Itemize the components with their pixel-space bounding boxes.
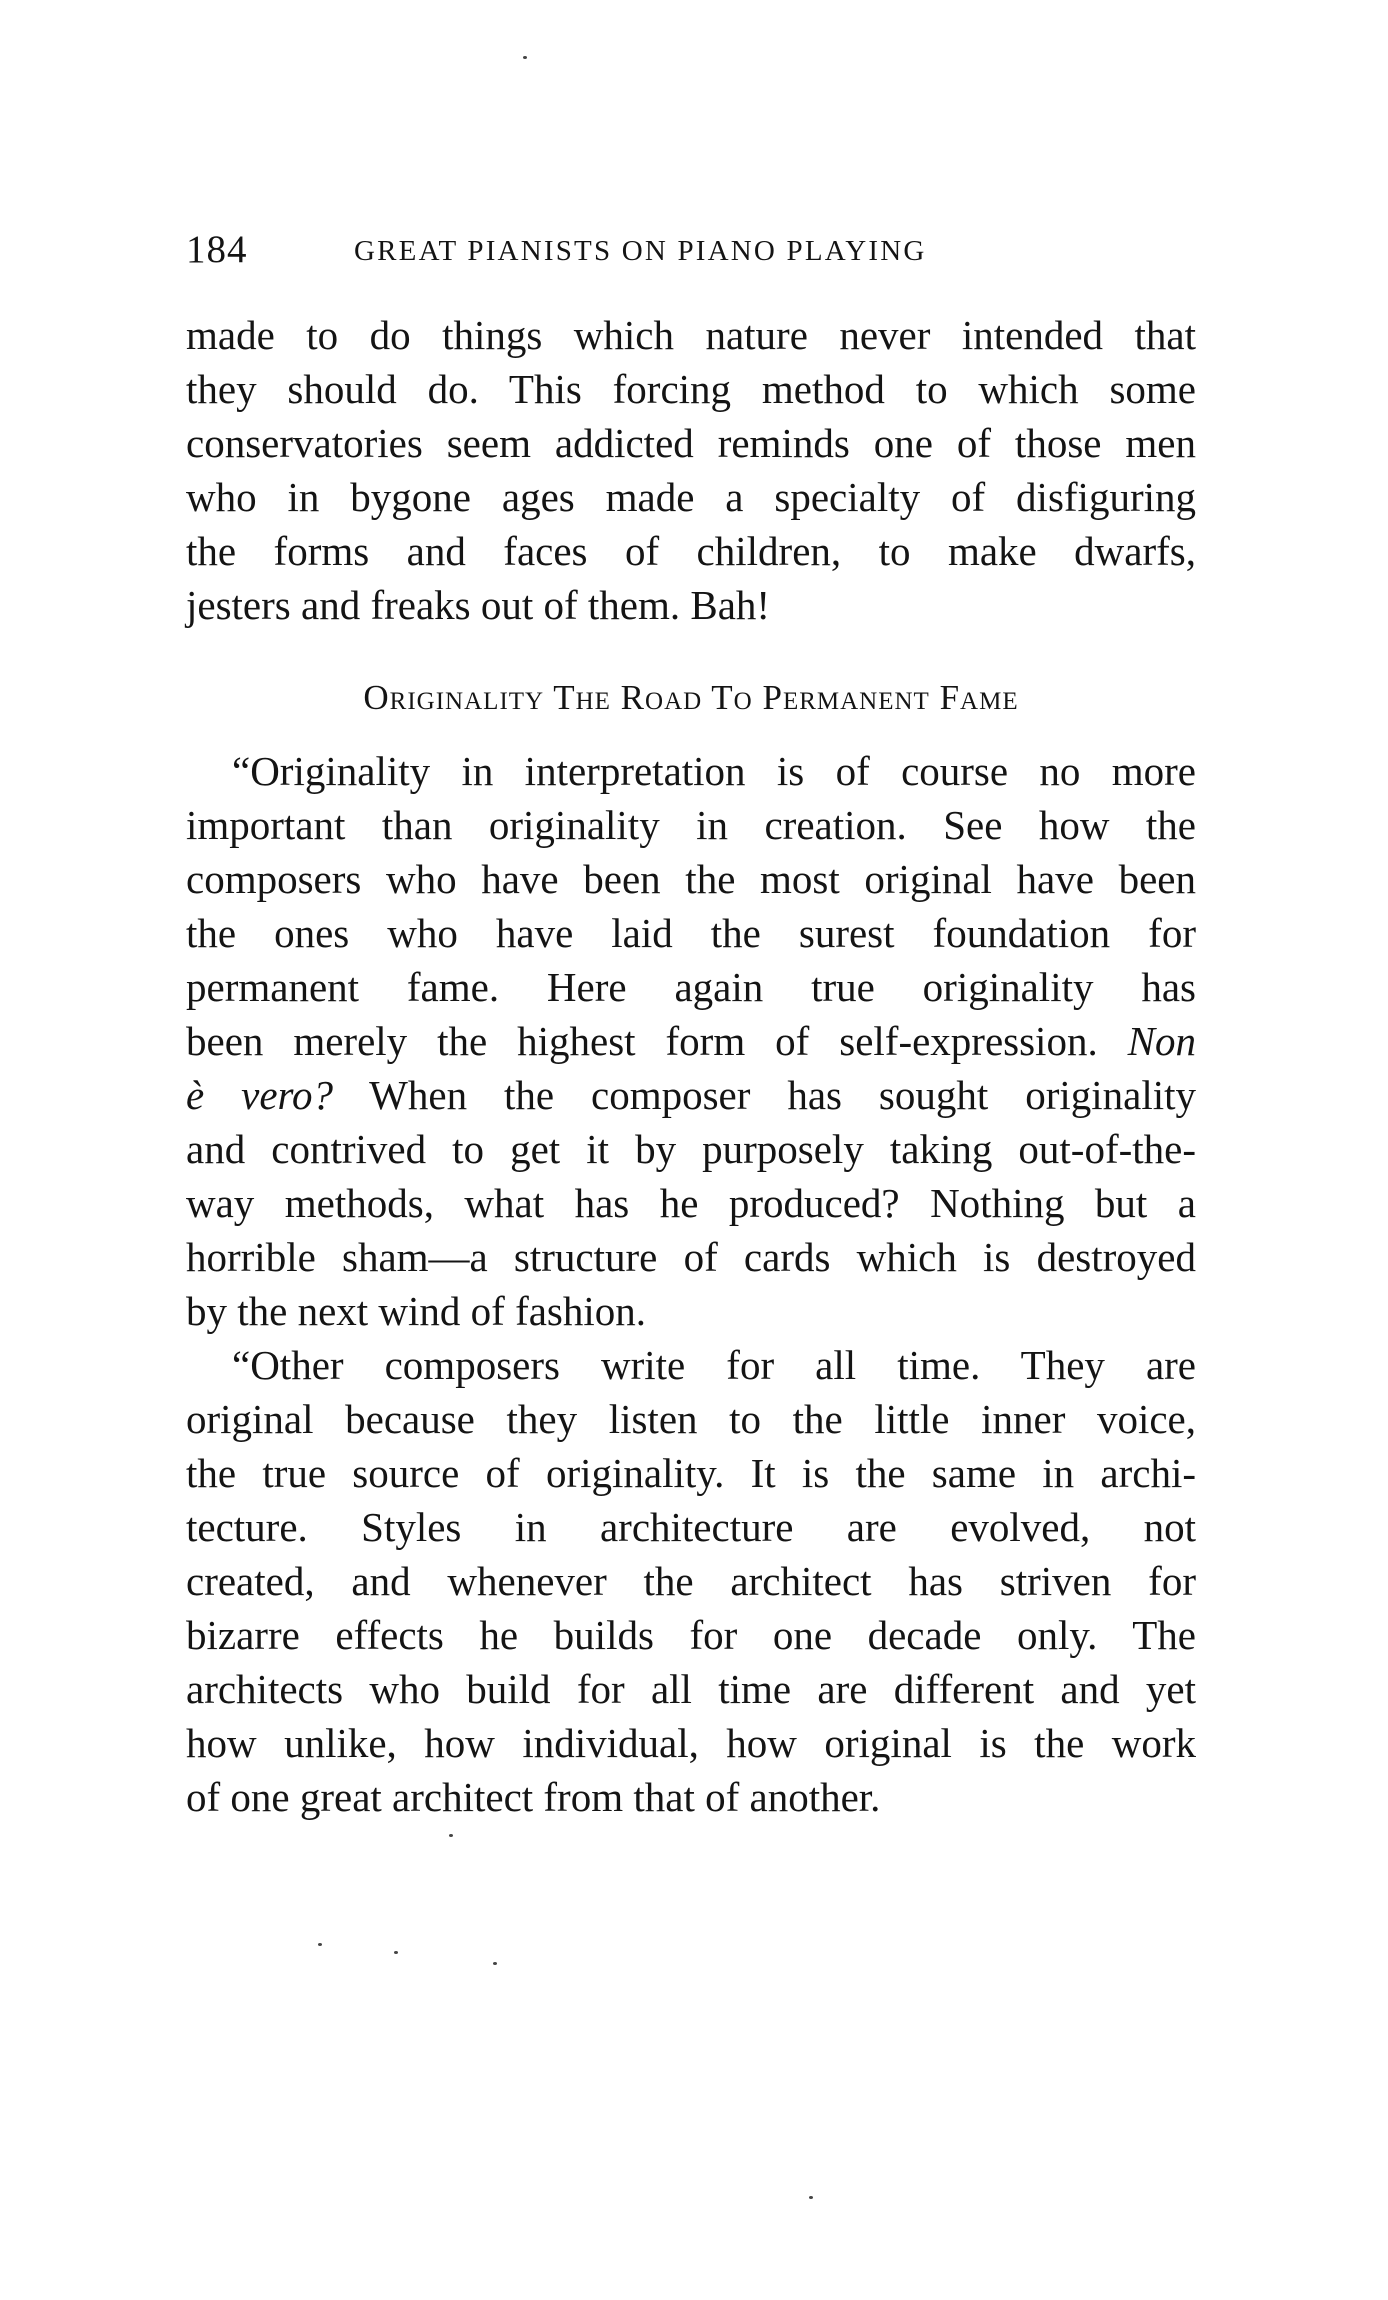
text-line: horrible sham—a structure of cards which is destroyed — [186, 1234, 1196, 1280]
text-segment: When the composer has sought originality — [369, 1072, 1197, 1118]
text-line: created, and whenever the architect has striven for — [186, 1558, 1196, 1604]
text-line: way methods, what has he produced? Nothing but a — [186, 1180, 1196, 1226]
italic-phrase: Non — [1127, 1018, 1197, 1064]
scan-speck — [318, 1943, 322, 1946]
text-line: by the next wind of fashion. — [186, 1288, 647, 1334]
text-line: original because they listen to the little inner voice, — [186, 1396, 1196, 1442]
scan-speck — [449, 1834, 453, 1837]
scan-speck — [809, 2196, 813, 2199]
text-line: jesters and freaks out of them. Bah! — [186, 582, 771, 628]
text-line: tecture. Styles in architecture are evolved, not — [186, 1504, 1196, 1550]
text-line: the ones who have laid the surest foundation for — [186, 910, 1196, 956]
text-line: “Other composers write for all time. They are — [232, 1342, 1196, 1388]
text-line — [186, 1014, 1196, 1068]
page-number: 184 — [186, 228, 248, 271]
text-line: and contrived to get it by purposely taking out-of-the- — [186, 1126, 1196, 1172]
text-line: they should do. This forcing method to which some — [186, 366, 1196, 412]
text-line: bizarre effects he builds for one decade only. The — [186, 1612, 1196, 1658]
scan-speck — [493, 1962, 497, 1965]
scan-speck — [394, 1951, 398, 1954]
text-line: conservatories seem addicted reminds one of those men — [186, 420, 1196, 466]
text-line: the true source of originality. It is the same in archi- — [186, 1450, 1196, 1496]
running-head — [186, 225, 1196, 275]
body-text — [186, 308, 1196, 1824]
text-line: who in bygone ages made a specialty of disfiguring — [186, 474, 1196, 520]
section-heading: Originality The Road To Permanent Fame — [363, 678, 1019, 717]
text-line: how unlike, how individual, how original is the work — [186, 1720, 1196, 1766]
text-line: of one great architect from that of another. — [186, 1774, 881, 1820]
text-line: architects who build for all time are different and yet — [186, 1666, 1196, 1712]
text-line — [186, 1068, 1196, 1122]
text-segment: been merely the highest form of self-expression. — [186, 1018, 1098, 1064]
italic-phrase: è vero? — [186, 1072, 333, 1118]
scan-speck — [523, 56, 527, 59]
running-title: GREAT PIANISTS ON PIANO PLAYING — [354, 235, 927, 267]
text-line: composers who have been the most original have been — [186, 856, 1196, 902]
text-line: “Originality in interpretation is of course no more — [232, 748, 1196, 794]
text-line: the forms and faces of children, to make dwarfs, — [186, 528, 1196, 574]
text-line: important than originality in creation. See how the — [186, 802, 1196, 848]
text-line: made to do things which nature never intended that — [186, 312, 1196, 358]
text-line: permanent fame. Here again true originality has — [186, 964, 1196, 1010]
